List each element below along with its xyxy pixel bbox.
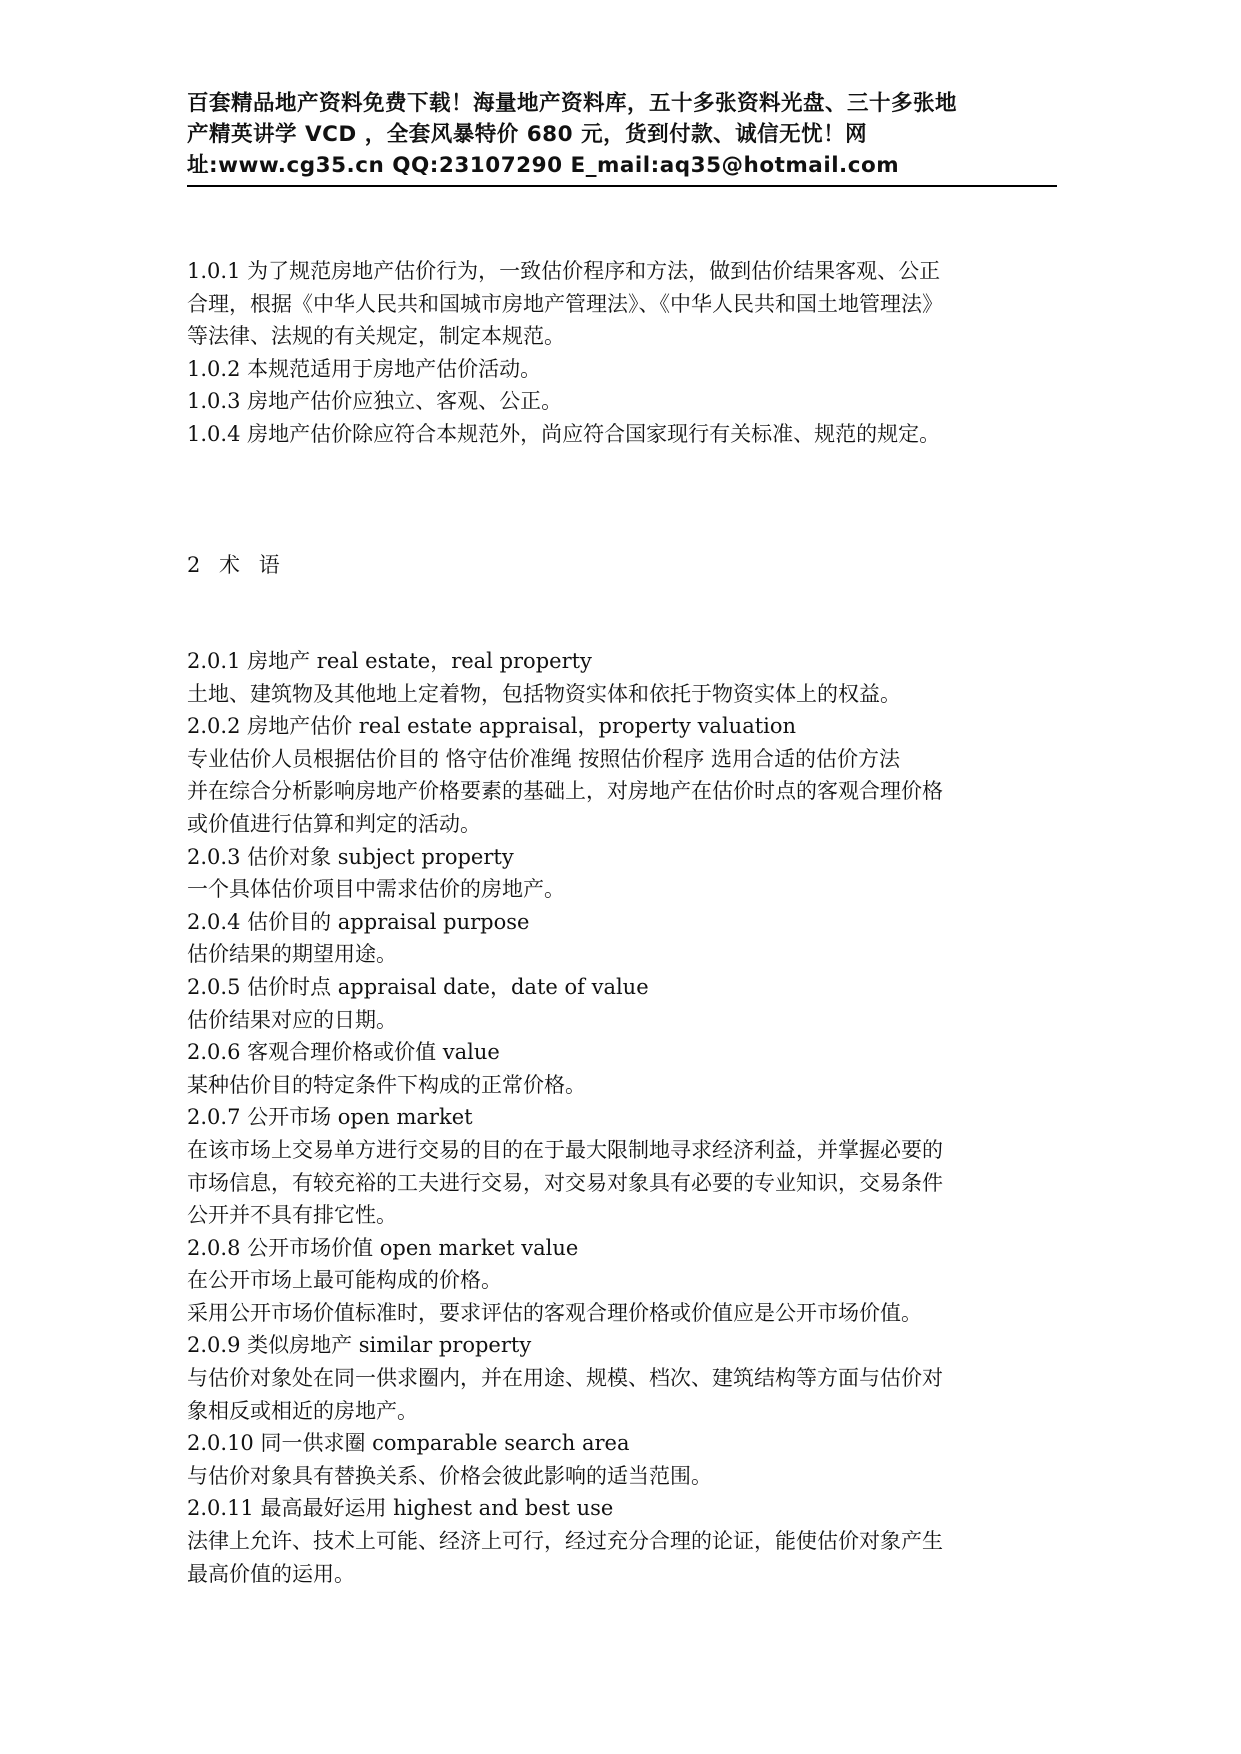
term-heading: 2.0.8 公开市场价值 open market value — [187, 1235, 579, 1260]
term-definition: 专业估价人员根据估价目的 恪守估价准绳 按照估价程序 选用合适的估价方法 — [187, 746, 901, 771]
header-line: 百套精品地产资料免费下载！海量地产资料库，五十多张资料光盘、三十多张地 — [187, 91, 958, 116]
term-definition: 与估价对象处在同一供求圈内，并在用途、规模、档次、建筑结构等方面与估价对 — [187, 1366, 943, 1391]
term-heading: 2.0.10 同一供求圈 comparable search area — [187, 1431, 630, 1456]
term-heading: 2.0.9 类似房地产 similar property — [187, 1333, 532, 1358]
term-definition: 一个具体估价项目中需求估价的房地产。 — [187, 877, 565, 902]
term-heading: 2.0.1 房地产 real estate，real property — [187, 649, 592, 673]
section-title: 2 术 语 — [187, 553, 286, 577]
term-definition: 采用公开市场价值标准时，要求评估的客观合理价格或价值应是公开市场价值。 — [187, 1300, 922, 1325]
text-line: 合理，根据《中华人民共和国城市房地产管理法》、《中华人民共和国土地管理法》 — [187, 291, 943, 316]
term-definition: 法律上允许、技术上可能、经济上可行，经过充分合理的论证，能使估价对象产生 — [187, 1529, 943, 1554]
term-definition: 象相反或相近的房地产。 — [187, 1398, 418, 1423]
term-definition: 或价值进行估算和判定的活动。 — [187, 811, 481, 836]
section-terms — [187, 645, 943, 1590]
text-line: 1.0.1 为了规范房地产估价行为，一致估价程序和方法，做到估价结果客观、公正 — [187, 259, 941, 283]
text-line: 1.0.3 房地产估价应独立、客观、公正。 — [187, 389, 563, 414]
term-definition: 与估价对象具有替换关系、价格会彼此影响的适当范围。 — [187, 1463, 712, 1488]
term-definition: 公开并不具有排它性。 — [187, 1203, 397, 1228]
term-definition: 市场信息，有较充裕的工夫进行交易，对交易对象具有必要的专业知识，交易条件 — [187, 1170, 943, 1195]
term-definition: 土地、建筑物及其他地上定着物，包括物资实体和依托于物资实体上的权益。 — [187, 681, 901, 706]
term-heading: 2.0.5 估价时点 appraisal date，date of value — [187, 974, 649, 999]
term-heading: 2.0.3 估价对象 subject property — [187, 844, 514, 869]
document-page — [187, 88, 1057, 1586]
term-definition: 最高价值的运用。 — [187, 1561, 355, 1586]
section-general-provisions — [187, 255, 943, 451]
term-definition: 在公开市场上最可能构成的价格。 — [187, 1268, 502, 1293]
term-definition: 估价结果的期望用途。 — [187, 942, 397, 967]
text-line: 1.0.4 房地产估价除应符合本规范外，尚应符合国家现行有关标准、规范的规定。 — [187, 421, 941, 446]
term-definition: 某种估价目的特定条件下构成的正常价格。 — [187, 1072, 586, 1097]
page-header — [187, 88, 1057, 187]
term-heading: 2.0.11 最高最好运用 highest and best use — [187, 1496, 614, 1521]
term-heading: 2.0.4 估价目的 appraisal purpose — [187, 909, 530, 934]
term-definition: 估价结果对应的日期。 — [187, 1007, 397, 1032]
header-line: 产精英讲学 VCD ，全套风暴特价 680 元，货到付款、诚信无忧！网 — [187, 122, 868, 147]
term-definition: 在该市场上交易单方进行交易的目的在于最大限制地寻求经济利益，并掌握必要的 — [187, 1137, 943, 1162]
term-heading: 2.0.2 房地产估价 real estate appraisal，property valuation — [187, 714, 797, 739]
header-line: 址:www.cg35.cn QQ:23107290 E_mail:aq35@hotmail.com — [187, 153, 900, 178]
text-line: 等法律、法规的有关规定，制定本规范。 — [187, 324, 565, 349]
term-heading: 2.0.7 公开市场 open market — [187, 1105, 473, 1130]
text-line: 1.0.2 本规范适用于房地产估价活动。 — [187, 356, 542, 381]
term-heading: 2.0.6 客观合理价格或价值 value — [187, 1040, 500, 1065]
term-definition: 并在综合分析影响房地产价格要素的基础上，对房地产在估价时点的客观合理价格 — [187, 779, 943, 804]
